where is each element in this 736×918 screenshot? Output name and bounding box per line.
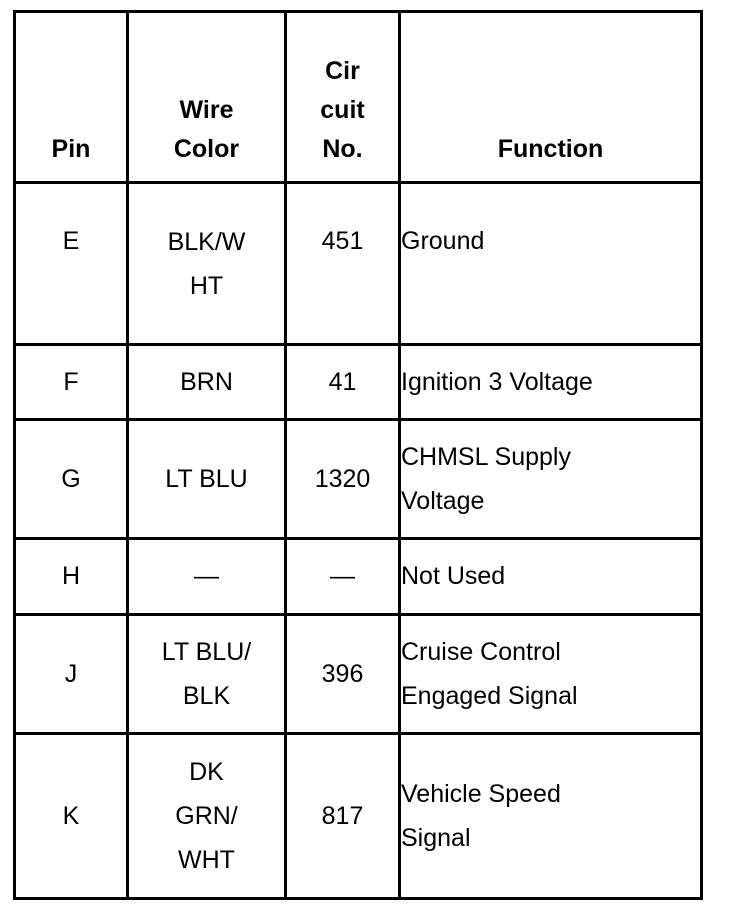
circuit-value: 817: [321, 801, 364, 830]
table-row: [15, 345, 702, 420]
function-line: Vehicle Speed: [401, 780, 561, 808]
wire-color-line: DK: [189, 758, 224, 786]
wire-color-line: GRN/: [175, 802, 238, 830]
cell-pin: [15, 734, 128, 899]
cell-function: [400, 615, 702, 734]
function-line: Ignition 3 Voltage: [401, 367, 593, 396]
cell-wire-color: [128, 615, 286, 734]
cell-function: [400, 345, 702, 420]
table-row: [15, 539, 702, 615]
function-line: Cruise Control: [401, 638, 561, 666]
cell-circuit: [286, 183, 400, 345]
connector-pin-table: [13, 10, 703, 900]
cell-circuit: [286, 345, 400, 420]
table-row: [15, 420, 702, 539]
circuit-value: —: [330, 562, 355, 590]
cell-wire-color: [128, 539, 286, 615]
wire-color-line: WHT: [178, 846, 235, 874]
cell-circuit: [286, 420, 400, 539]
cell-pin: [15, 420, 128, 539]
header-circuit-no: [286, 12, 400, 183]
cell-function: [400, 183, 702, 345]
wire-color-line: HT: [189, 271, 224, 300]
function-line: Signal: [401, 824, 471, 852]
cell-pin: [15, 615, 128, 734]
cell-pin: [15, 183, 128, 345]
pin-value: G: [61, 464, 81, 493]
wire-color-line: BLK/W: [167, 227, 246, 256]
pin-value: J: [64, 659, 78, 688]
cell-wire-color: [128, 734, 286, 899]
cell-wire-color: [128, 420, 286, 539]
table-row: [15, 183, 702, 345]
wire-color-line: LT BLU/: [161, 638, 252, 666]
pin-value: F: [63, 367, 79, 396]
circuit-value: 396: [321, 659, 364, 688]
circuit-value: 41: [328, 367, 357, 396]
header-wire-color-line: Color: [173, 135, 240, 163]
wire-color-line: —: [194, 562, 219, 590]
header-pin: [15, 12, 128, 183]
circuit-value: 451: [321, 227, 364, 255]
function-line: Not Used: [401, 562, 506, 590]
cell-pin: [15, 345, 128, 420]
header-function: [400, 12, 702, 183]
circuit-value: 1320: [314, 464, 371, 493]
function-line: Ground: [401, 227, 485, 255]
pin-value: E: [62, 227, 80, 255]
cell-circuit: [286, 734, 400, 899]
pin-value: K: [62, 801, 80, 830]
cell-circuit: [286, 539, 400, 615]
header-circuit-line: Cir: [325, 57, 360, 85]
table-row: [15, 734, 702, 899]
cell-function: [400, 734, 702, 899]
header-pin-line: Pin: [51, 135, 91, 163]
cell-wire-color: [128, 183, 286, 345]
cell-wire-color: [128, 345, 286, 420]
function-line: CHMSL Supply: [401, 443, 571, 471]
header-wire-color-line: Wire: [179, 96, 234, 124]
header-row: [15, 12, 702, 183]
wire-color-line: BRN: [180, 367, 233, 396]
header-function-line: Function: [497, 135, 604, 163]
pin-value: H: [61, 562, 81, 590]
header-circuit-line: No.: [322, 135, 363, 163]
cell-circuit: [286, 615, 400, 734]
function-line: Voltage: [401, 487, 485, 515]
header-wire-color: [128, 12, 286, 183]
header-circuit-line: cuit: [320, 96, 365, 124]
wire-color-line: BLK: [182, 682, 231, 710]
wire-color-line: LT BLU: [165, 464, 248, 493]
function-line: Engaged Signal: [401, 682, 578, 710]
cell-function: [400, 539, 702, 615]
table-row: [15, 615, 702, 734]
cell-function: [400, 420, 702, 539]
cell-pin: [15, 539, 128, 615]
